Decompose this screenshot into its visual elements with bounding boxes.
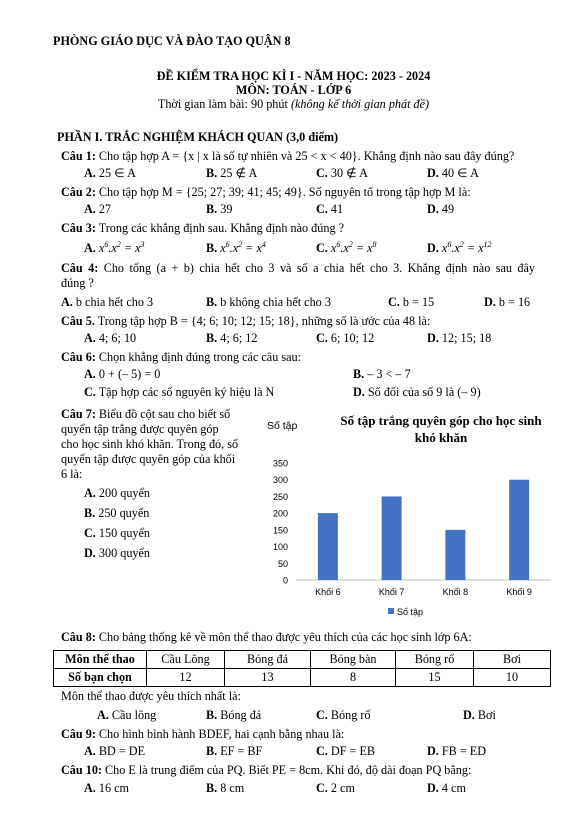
q5-stem: Câu 5. Trong tập hợp B = {4; 6; 10; 12; 15; 18}, những số là ước của 48 là: (61, 314, 431, 328)
chart-y-axis-label: Số tập (267, 420, 298, 432)
q1-option-a: A. 25 ∈ A (84, 166, 136, 180)
table-row (54, 651, 551, 669)
table-cell: Bóng đá (225, 651, 311, 669)
q7-stem-line2: quyển tập trắng được quyên góp (61, 422, 219, 436)
q9-option-a: A. BD = DE (84, 744, 146, 758)
table-cell: Bóng bàn (311, 651, 396, 669)
q8-option-c: C. Bóng rổ (316, 708, 371, 722)
q7-option-c: C. 150 quyển (84, 526, 151, 540)
chart-legend (388, 607, 423, 617)
q5-option-c: C. 6; 10; 12 (316, 331, 375, 345)
table-cell: Bơi (474, 651, 551, 669)
y-tick-label: 50 (277, 558, 288, 569)
q10-stem: Câu 10: Cho E là trung điểm của PQ. Biết PE = 8cm. Khi đó, độ dài đoạn PQ bằng: (61, 763, 472, 777)
chart-bar (318, 513, 338, 580)
table-cell: 13 (225, 669, 311, 687)
exam-time: Thời gian làm bài: 90 phút (không kể thời gian phát đề) (157, 97, 430, 111)
q9-option-c: C. DF = EB (316, 744, 376, 758)
q9-stem: Câu 9: Cho hình bình hành BDEF, hai cạnh bằng nhau là: (61, 727, 345, 741)
q3-option-b: B. $x^6.x^2 = x^4$ (206, 239, 266, 255)
q4-option-d: D. b = 16 (484, 295, 531, 309)
x-tick-label: Khối 8 (442, 587, 469, 597)
q1-option-d: D. 40 ∈ A (427, 166, 479, 180)
q2-option-a: A. 27 (84, 202, 112, 216)
chart-bar (445, 530, 465, 580)
q2-option-c: C. 41 (316, 202, 344, 216)
chart-title-line2: khó khăn (414, 430, 468, 445)
chart-title-line1: Số tập trắng quyên góp cho học sinh (340, 413, 542, 428)
q7-stem-line1: Câu 7: Biểu đồ cột sau cho biết số (61, 407, 231, 421)
q6-option-c: C. Tập hợp các số nguyên ký hiệu là N (84, 385, 275, 399)
q6-option-b: B. – 3 < – 7 (353, 367, 411, 381)
legend-swatch (388, 608, 394, 614)
q2-stem: Câu 2: Cho tập hợp M = {25; 27; 39; 41; 45; 49}. Số nguyên tố trong tập hợp M là: (61, 185, 471, 199)
table-cell: 8 (311, 669, 396, 687)
q7-option-a: A. 200 quyển (84, 486, 151, 500)
x-tick-label: Khối 7 (378, 587, 405, 597)
q10-option-a: A. 16 cm (84, 781, 130, 795)
q5-option-a: A. 4; 6; 10 (84, 331, 137, 345)
q7-option-b: B. 250 quyển (84, 506, 150, 520)
q8-option-b: B. Bóng đá (206, 708, 262, 722)
exam-subject: MÔN: TOÁN - LỚP 6 (235, 83, 352, 97)
y-tick-label: 0 (282, 575, 288, 586)
table-cell: 10 (474, 669, 551, 687)
q1-option-c: C. 30 ∉ A (316, 166, 368, 180)
q10-option-d: D. 4 cm (427, 781, 466, 795)
q5-option-b: B. 4; 6; 12 (206, 331, 258, 345)
q9-option-d: D. FB = ED (427, 744, 487, 758)
q4-stem-cont: đúng ? (61, 276, 94, 290)
q7-stem-line4: quyển tập được quyên góp của khối (61, 452, 236, 466)
bar-chart (261, 408, 561, 623)
q2-option-d: D. 49 (427, 202, 455, 216)
q8-stem: Câu 8: Cho bảng thống kê về môn thể thao được yêu thích của các học sinh lớp 6A: (61, 630, 472, 644)
q3-stem: Câu 3: Trong các khẳng định sau. Khẳng định nào đúng ? (61, 221, 344, 235)
q8-follow: Môn thể thao được yêu thích nhất là: (61, 689, 241, 703)
table-row (54, 669, 551, 687)
q1-stem: Câu 1: Cho tập hợp A = {x | x là số tự nhiên và 25 < x < 40}. Khẳng định nào sau đây đúng? (61, 149, 515, 163)
q9-option-b: B. EF = BF (206, 744, 263, 758)
y-tick-label: 100 (272, 542, 288, 553)
q2-option-b: B. 39 (206, 202, 233, 216)
q10-option-b: B. 8 cm (206, 781, 245, 795)
table-header-cell: Số bạn chọn (54, 669, 147, 687)
y-tick-label: 350 (272, 458, 288, 469)
q8-option-d: D. Bơi (463, 708, 496, 722)
q4-stem: Câu 4: Cho tổng (a + b) chia hết cho 3 và số a chia hết cho 3. Khẳng định nào sau đây (61, 261, 535, 275)
x-tick-label: Khối 9 (506, 587, 532, 597)
q6-stem: Câu 6: Chọn khẳng định đúng trong các câu sau: (61, 350, 301, 364)
y-tick-label: 150 (272, 525, 288, 536)
y-tick-label: 200 (272, 508, 288, 519)
q3-option-c: C. $x^6.x^2 = x^8$ (316, 239, 377, 255)
department-name: PHÒNG GIÁO DỤC VÀ ĐÀO TẠO QUẬN 8 (53, 34, 291, 48)
table-cell: Cầu Lông (147, 651, 225, 669)
chart-bar (509, 480, 529, 580)
table-cell: 12 (147, 669, 225, 687)
x-tick-label: Khối 6 (315, 587, 341, 597)
table-cell: Bóng rổ (396, 651, 474, 669)
q4-option-b: B. b không chia hết cho 3 (206, 295, 331, 309)
q3-option-a: A. $x^6.x^2 = x^3$ (84, 239, 145, 255)
chart-bar (382, 496, 402, 580)
exam-title: ĐỀ KIỂM TRA HỌC KÌ I - NĂM HỌC: 2023 - 2024 (156, 69, 431, 83)
legend-label: Số tập (397, 607, 424, 617)
q10-option-c: C. 2 cm (316, 781, 355, 795)
q7-option-d: D. 300 quyển (84, 546, 151, 560)
q4-option-c: C. b = 15 (388, 295, 435, 309)
q1-option-b: B. 25 ∉ A (206, 166, 258, 180)
y-tick-label: 250 (272, 491, 288, 502)
table-header-cell: Môn thể thao (54, 651, 147, 669)
q6-option-d: D. Số đối của số 9 là (– 9) (353, 385, 481, 399)
section1-title: PHẦN I. TRẮC NGHIỆM KHÁCH QUAN (3,0 điểm) (57, 130, 339, 144)
table-cell: 15 (396, 669, 474, 687)
q4-option-a: A. b chia hết cho 3 (61, 295, 154, 309)
q3-option-d: D. $x^6.x^2 = x^{12}$ (427, 239, 492, 255)
q7-stem-line3: cho học sinh khó khăn. Trong đó, số (61, 437, 239, 451)
q8-option-a: A. Cầu lông (97, 708, 157, 722)
q7-stem-line5: 6 là: (61, 467, 83, 481)
q6-option-a: A. 0 + (– 5) = 0 (84, 367, 161, 381)
sports-table (53, 650, 551, 687)
y-tick-label: 300 (272, 475, 288, 486)
q5-option-d: D. 12; 15; 18 (427, 331, 492, 345)
